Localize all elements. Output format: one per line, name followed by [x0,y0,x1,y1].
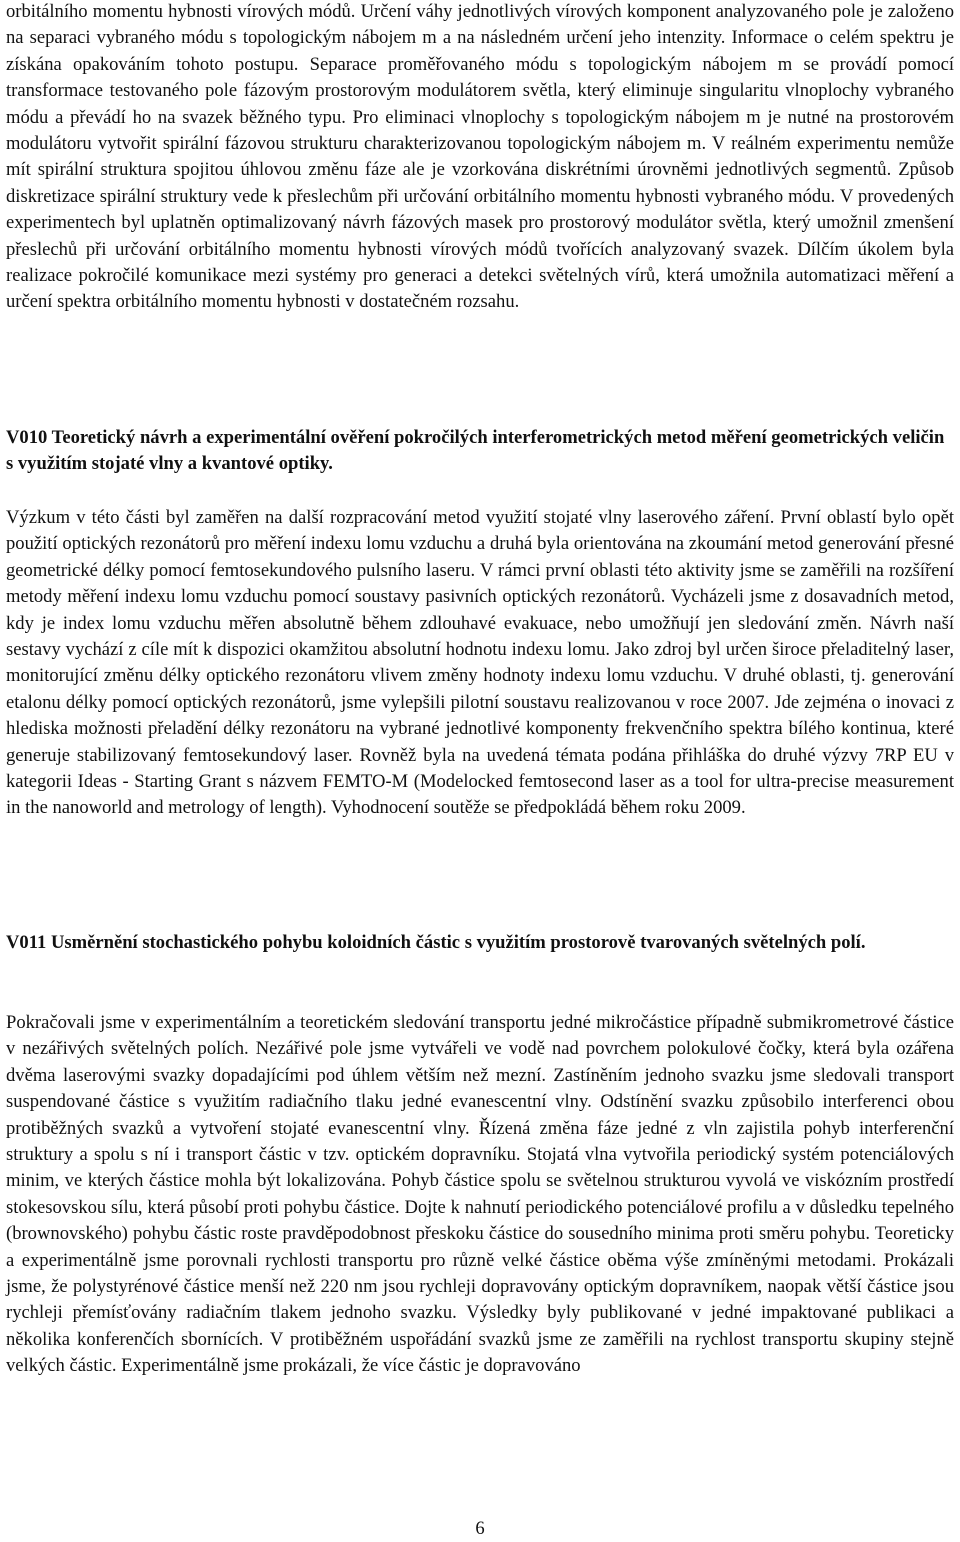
section-heading-v010: V010 Teoretický návrh a experimentální ověření pokročilých interferometrických metod měření geometrických veličin s využitím stojaté vlny a kvantové optiky. [6,427,945,475]
section-heading-v011: V011 Usměrnění stochastického pohybu koloidních částic s využitím prostorově tvarovaných světelných polí. [6,932,866,953]
paragraph-standing-wave: Výzkum v této části byl zaměřen na další rozpracování metod využití stojaté vlny laserového záření. První oblastí bylo opět použití optických rezonátorů pro měření indexu lomu vzduchu a druhá byla orientována na zkoumání metod generování přesné geometrické délky pomocí femtosekundového pulsního laseru. V rámci první oblasti této aktivity jsme se zaměřili na rozšíření metody měření indexu lomu vzduchu pomocí soustavy pasivních optických rezonátorů. Vycházeli jsme z dosavadních metod, kdy je index lomu vzduchu měřen absolutně během zdlouhavé evakuace, nebo umožňují jen sledování změn. Návrh naší sestavy vychází z cíle mít k dispozici okamžitou absolutní hodnotu indexu lomu. Jako zdroj byl určen široce přeladitelný laser, monitorující změnu délky optického rezonátoru vlivem změny hodnoty indexu lomu vzduchu. V druhé oblasti, tj. generování etalonu délky pomocí optických rezonátorů, jsme vylepšili pilotní soustavu realizovanou v roce 2007. Jde zejména o inovaci z hlediska možnosti přeladění délky rezonátoru na vybrané jednotlivé komponenty frekvenčního spektra bílého kontinua, které generuje stabilizovaný femtosekundový laser. Rovněž byla na uvedená témata podána přihláška do druhé výzvy 7RP EU v kategorii Ideas - Starting Grant s názvem FEMTO-M (Modelocked femtosecond laser as a tool for ultra-precise measurement in the nanoworld and metrology of length). Vyhodnocení soutěže se předpokládá během roku 2009. [6,507,954,819]
paragraph-orbital-momentum: orbitálního momentu hybnosti vírových módů. Určení váhy jednotlivých vírových komponent analyzovaného pole je založeno na separaci vybraného módu s topologickým nábojem m a na následném určení jeho intenzity. Informace o celém spektru je získána opakováním tohoto postupu. Separace proměřovaného módu s topologickým nábojem m se provádí pomocí transformace testovaného pole fázovým prostorovým modulátorem světla, který eliminuje singularitu vlnoplochy vybraného módu a převádí ho na svazek běžného typu. Pro eliminaci vlnoplochy s topologickým nábojem m je nutné na prostorovém modulátoru vytvořit spirální fázovou strukturu charakterizovanou topologickým nábojem m. V reálném experimentu nemůže mít spirální struktura spojitou úhlovou změnu fáze ale je vzorkována diskrétními úrovněmi jednotlivých segmentů. Způsob diskretizace spirální struktury vede k přeslechům při určování orbitálního momentu hybnosti vybraného módu. V provedených experimentech byl uplatněn optimalizovaný návrh fázových masek pro prostorový modulátor světla, který umožnil zmenšení přeslechů při určování orbitálního momentu hybnosti vírových módů tvořících analyzovaný svazek. Dílčím úkolem byla realizace pokročilé komunikace mezi systémy pro generaci a detekci světelných vírů, která umožnila automatizaci měření a určení spektra orbitálního momentu hybnosti v dostatečném rozsahu. [6,1,954,313]
page-number: 6 [475,1518,485,1539]
paragraph-colloidal-particles: Pokračovali jsme v experimentálním a teoretickém sledování transportu jedné mikročástice případně submikrometrové částice v nezářivých světelných polích. Nezářivé pole jsme vytvářeli ve vodě nad povrchem polokulové čočky, která byla ozářena dvěma laserovými svazky dopadajícími pod úhlem větším než mezní. Zastíněním jednoho svazku jsme sledovali transport suspendované částice s využitím radiačního tlaku jedné evanescentní vlny. Odstínění svazku způsobilo interferenci obou protiběžných svazků a vytvoření stojaté evanescentní vlny. Řízená změna fáze jedné z vln zajistila pohyb interferenční struktury a spolu s ní i transport částic v tzv. optickém dopravníku. Stojatá vlna vytvořila periodický systém potenciálových minim, ve kterých částice mohla být lokalizována. Pohyb částice spolu se světelnou strukturou vyvolá ve viskózním prostředí stokesovskou sílu, která působí proti pohybu částice. Dojte k nahnutí periodického potenciálové profilu a v důsledku tepelného (brownovského) pohybu částic roste pravděpodobnost přeskoku částice do sousedního minima proti směru pohybu. Teoreticky a experimentálně jsme porovnali rychlosti transportu pro různě velké částice oběma výše zmíněnými metodami. Prokázali jsme, že polystyrénové částice menší než 220 nm jsou rychleji dopravovány optickým dopravníkem, naopak větší částice jsou rychleji přemísťovány radiačním tlakem jednoho svazku. Výsledky byly publikované v jedné impaktované publikaci a několika konferenčích sbornících. V protiběžném uspořádání svazků jsme ze zaměřili na rychlost transportu skupiny stejně velkých částic. Experimentálně jsme prokázali, že více částic je dopravováno [6,1012,954,1377]
